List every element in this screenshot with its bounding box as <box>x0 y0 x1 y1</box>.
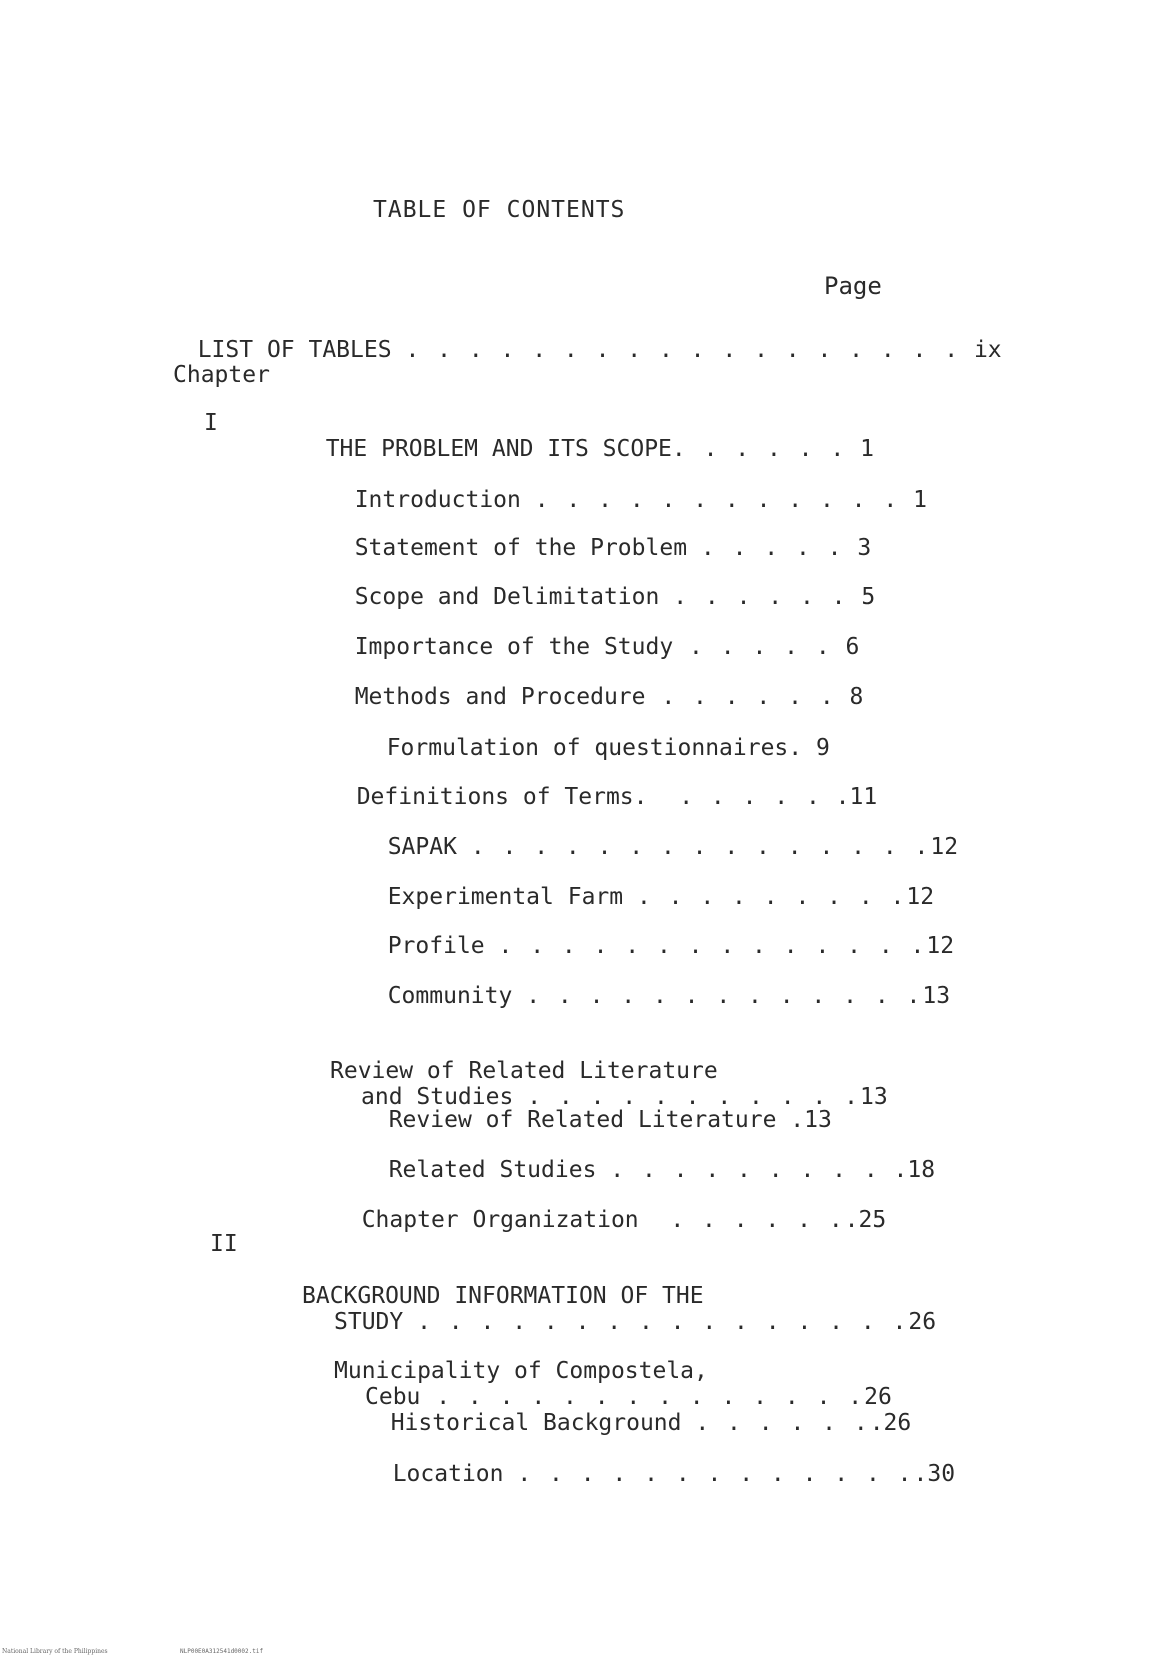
toc-entry-leaders: . . . . . . . . . . . . . . . . . . <box>405 337 961 363</box>
toc-entry-leaders: . . . . . . . . . . . . . . <box>498 933 927 959</box>
toc-entry-label-line2: Cebu <box>365 1384 421 1410</box>
toc-entry-page: 12 <box>906 884 935 910</box>
toc-entry: Chapter Organization . . . . . ..25 <box>361 1207 887 1233</box>
toc-entry-label: Review of Related Literature <box>388 1107 777 1133</box>
toc-entry-label: Introduction <box>354 487 521 513</box>
toc-entry-page: 26 <box>883 1410 912 1436</box>
toc-entry-page: 9 <box>815 735 830 761</box>
toc-entry <box>360 957 950 1009</box>
toc-entry-label-line1: BACKGROUND INFORMATION OF THE <box>302 1283 704 1309</box>
toc-entry-label: Experimental Farm <box>387 884 624 910</box>
toc-entry-leaders: . . . . . <box>647 784 822 810</box>
toc-entry-leaders: . . . . . . . . . <box>610 1157 880 1183</box>
toc-entry-label-line2: STUDY <box>334 1309 404 1335</box>
toc-entry-leaders: . . . . . . . . . . . . <box>534 487 900 513</box>
toc-entry <box>360 907 954 959</box>
toc-entry-page: 11 <box>849 784 878 810</box>
toc-entry-leaders: . . . . . . <box>673 584 848 610</box>
chapter-number: I <box>204 410 218 436</box>
toc-entry-chapter-1 <box>298 410 874 462</box>
toc-entry: Definitions of Terms. . . . . . .11 <box>356 784 878 810</box>
toc-entry-page: 13 <box>922 983 951 1009</box>
toc-entry-page: 5 <box>861 584 876 610</box>
toc-entry-label: Statement of the Problem <box>354 535 688 561</box>
toc-entry-page: ix <box>973 337 1002 363</box>
toc-entry: Historical Background . . . . . ..26 <box>390 1410 912 1436</box>
toc-entry <box>360 808 958 860</box>
page-title: TABLE OF CONTENTS <box>373 197 626 223</box>
toc-entry-page: 1 <box>913 487 927 513</box>
toc-entry-label: Chapter Organization <box>361 1207 639 1233</box>
toc-entry-page: 26 <box>864 1384 892 1410</box>
toc-entry <box>360 858 934 910</box>
toc-entry-leaders: . . . . . . . . . . . . . . <box>420 1384 865 1410</box>
scan-footer-source: National Library of the Philippines <box>2 1648 108 1655</box>
toc-entry: Related Studies . . . . . . . . . .18 <box>388 1157 936 1183</box>
toc-entry-leaders: . . . . . . . . . . . <box>527 1084 860 1110</box>
toc-entry-leaders: . . . . . <box>700 535 844 561</box>
toc-entry-leaders: . . . . . <box>673 634 832 660</box>
toc-entry-label: Community <box>387 983 513 1009</box>
toc-entry-page: 13 <box>859 1084 888 1110</box>
toc-entry-leaders: . . . . . . <box>638 1207 845 1233</box>
toc-entry-label: Scope and Delimitation <box>354 584 660 610</box>
toc-entry-page: 12 <box>926 933 955 959</box>
toc-entry-leaders: . <box>776 1107 805 1133</box>
toc-entry-label-line1: Review of Related Literature <box>330 1058 718 1084</box>
toc-entry-page: 12 <box>930 834 959 860</box>
toc-entry-leaders: . . . . . . . . . . . . . . . <box>470 834 931 860</box>
toc-entry-page: 13 <box>804 1107 832 1133</box>
toc-entry-page: 6 <box>845 634 860 660</box>
toc-entry-page: 25 <box>858 1207 887 1233</box>
toc-entry-label: Importance of the Study <box>354 634 674 660</box>
toc-entry-page: 8 <box>849 684 864 710</box>
toc-entry-list-of-tables <box>170 311 1002 363</box>
toc-entry: Location . . . . . . . . . . . . ..30 <box>392 1461 956 1487</box>
toc-entry-label: Historical Background <box>390 1410 682 1436</box>
toc-entry-label: LIST OF TABLES <box>197 337 392 363</box>
toc-entry-label: Location <box>392 1461 504 1487</box>
toc-entry-page: 30 <box>927 1461 956 1487</box>
toc-entry-label: Related Studies <box>388 1157 597 1183</box>
toc-entry <box>327 461 927 513</box>
toc-entry-page: 1 <box>860 436 874 462</box>
toc-entry <box>327 558 875 610</box>
toc-entry-label-line1: Municipality of Compostela, <box>334 1358 708 1384</box>
chapter-heading-label: Chapter <box>173 362 270 388</box>
toc-entry-page: 18 <box>907 1157 936 1183</box>
toc-entry-leaders: . . . . . . <box>695 1410 870 1436</box>
toc-entry-label: Profile <box>387 933 485 959</box>
toc-entry-label: THE PROBLEM AND ITS SCOPE <box>325 436 672 462</box>
toc-entry <box>359 709 830 761</box>
toc-entry-leaders: . . . . . . <box>645 684 836 710</box>
toc-entry-leaders: . . . . . . . . . . . . . . . . <box>417 1309 909 1335</box>
page-column-header: Page <box>824 272 882 300</box>
toc-entry-leaders: . . . . . . <box>671 436 847 462</box>
chapter-number: II <box>210 1231 238 1257</box>
toc-entry <box>361 1081 832 1133</box>
toc-entry <box>327 658 863 710</box>
toc-entry-page: 26 <box>908 1309 937 1335</box>
toc-entry-label: Definitions of Terms. <box>356 784 648 810</box>
toc-entry-leaders: . . . . . . . . . . . . . <box>526 983 923 1009</box>
toc-entry-label-line2: and Studies <box>361 1084 514 1110</box>
toc-entry-page: 3 <box>857 535 872 561</box>
toc-entry-leaders: . . . . . . . . . . . . . <box>517 1461 914 1487</box>
scan-footer-filename: NLP00E0A312541d0002.tif <box>180 1648 264 1655</box>
toc-entry <box>327 608 859 660</box>
toc-entry-label: SAPAK <box>387 834 457 860</box>
toc-entry-label: Methods and Procedure <box>354 684 646 710</box>
toc-entry-label: Formulation of questionnaires. <box>386 735 803 761</box>
toc-entry <box>327 509 871 561</box>
toc-entry-leaders: . . . . . . . . . <box>636 884 907 910</box>
